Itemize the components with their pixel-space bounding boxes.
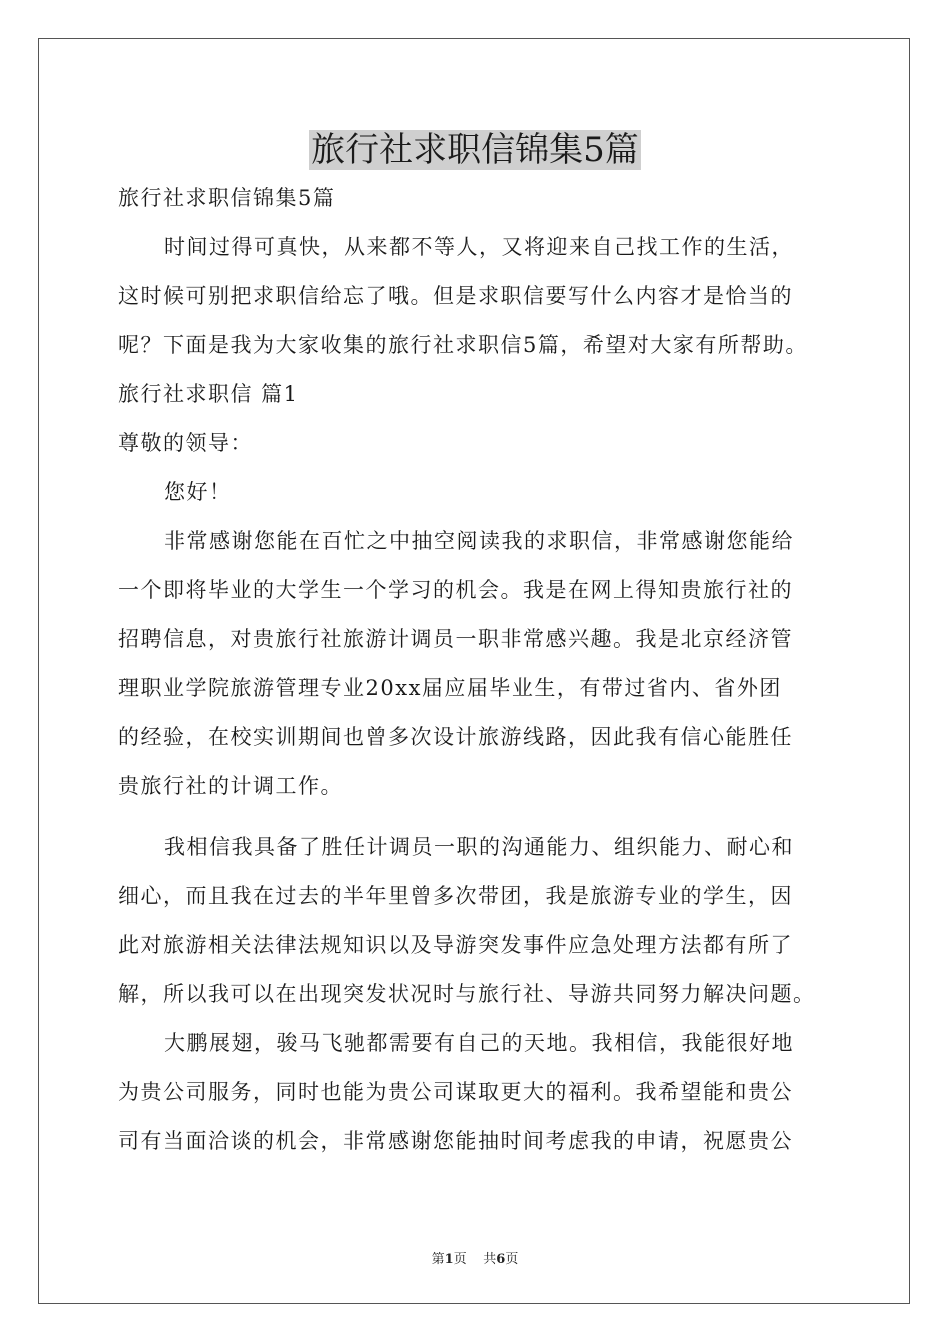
paragraph-line: 为贵公司服务，同时也能为贵公司谋取更大的福利。我希望能和贵公: [118, 1080, 793, 1104]
salutation: 尊敬的领导：: [118, 431, 253, 455]
total-suffix: 页: [505, 1252, 519, 1267]
total-prefix: 共: [483, 1252, 497, 1267]
page-footer: [0, 1248, 950, 1267]
paragraph-line: 非常感谢您能在百忙之中抽空阅读我的求职信，非常感谢您能给: [164, 529, 794, 553]
paragraph-line: 时间过得可真快，从来都不等人，又将迎来自己找工作的生活，: [164, 235, 794, 259]
section-heading: 旅行社求职信 篇1: [118, 382, 299, 406]
paragraph-line: 我相信我具备了胜任计调员一职的沟通能力、组织能力、耐心和: [164, 835, 794, 859]
greeting: 您好！: [164, 480, 232, 504]
page-suffix: 页: [453, 1252, 467, 1267]
subtitle-line: 旅行社求职信锦集5篇: [118, 186, 336, 210]
paragraph-line: 大鹏展翅，骏马飞驰都需要有自己的天地。我相信，我能很好地: [164, 1031, 794, 1055]
paragraph-line: 司有当面洽谈的机会，非常感谢您能抽时间考虑我的申请，祝愿贵公: [118, 1129, 793, 1153]
page-prefix: 第: [431, 1252, 445, 1267]
paragraph-line: 此对旅游相关法律法规知识以及导游突发事件应急处理方法都有所了: [118, 933, 793, 957]
page-number: 1: [444, 1252, 454, 1267]
paragraph-line: 这时候可别把求职信给忘了哦。但是求职信要写什么内容才是恰当的: [118, 284, 793, 308]
body-text-bottom: [118, 823, 838, 1166]
paragraph-line: 细心，而且我在过去的半年里曾多次带团，我是旅游专业的学生，因: [118, 884, 793, 908]
paragraph-line: 理职业学院旅游管理专业20xx届应届毕业生，有带过省内、省外团: [118, 676, 782, 700]
paragraph-line: 一个即将毕业的大学生一个学习的机会。我是在网上得知贵旅行社的: [118, 578, 793, 602]
paragraph-line: 解，所以我可以在出现突发状况时与旅行社、导游共同努力解决问题。: [118, 982, 816, 1006]
paragraph-line: 贵旅行社的计调工作。: [118, 774, 343, 798]
paragraph-line: 的经验，在校实训期间也曾多次设计旅游线路，因此我有信心能胜任: [118, 725, 793, 749]
paragraph-line: 呢？下面是我为大家收集的旅行社求职信5篇，希望对大家有所帮助。: [118, 333, 808, 357]
body-text-top: [118, 174, 838, 811]
total-pages: 6: [496, 1252, 506, 1267]
document-title-text: 旅行社求职信锦集5篇: [311, 130, 639, 170]
document-title: [0, 122, 950, 178]
paragraph-line: 招聘信息，对贵旅行社旅游计调员一职非常感兴趣。我是北京经济管: [118, 627, 793, 651]
